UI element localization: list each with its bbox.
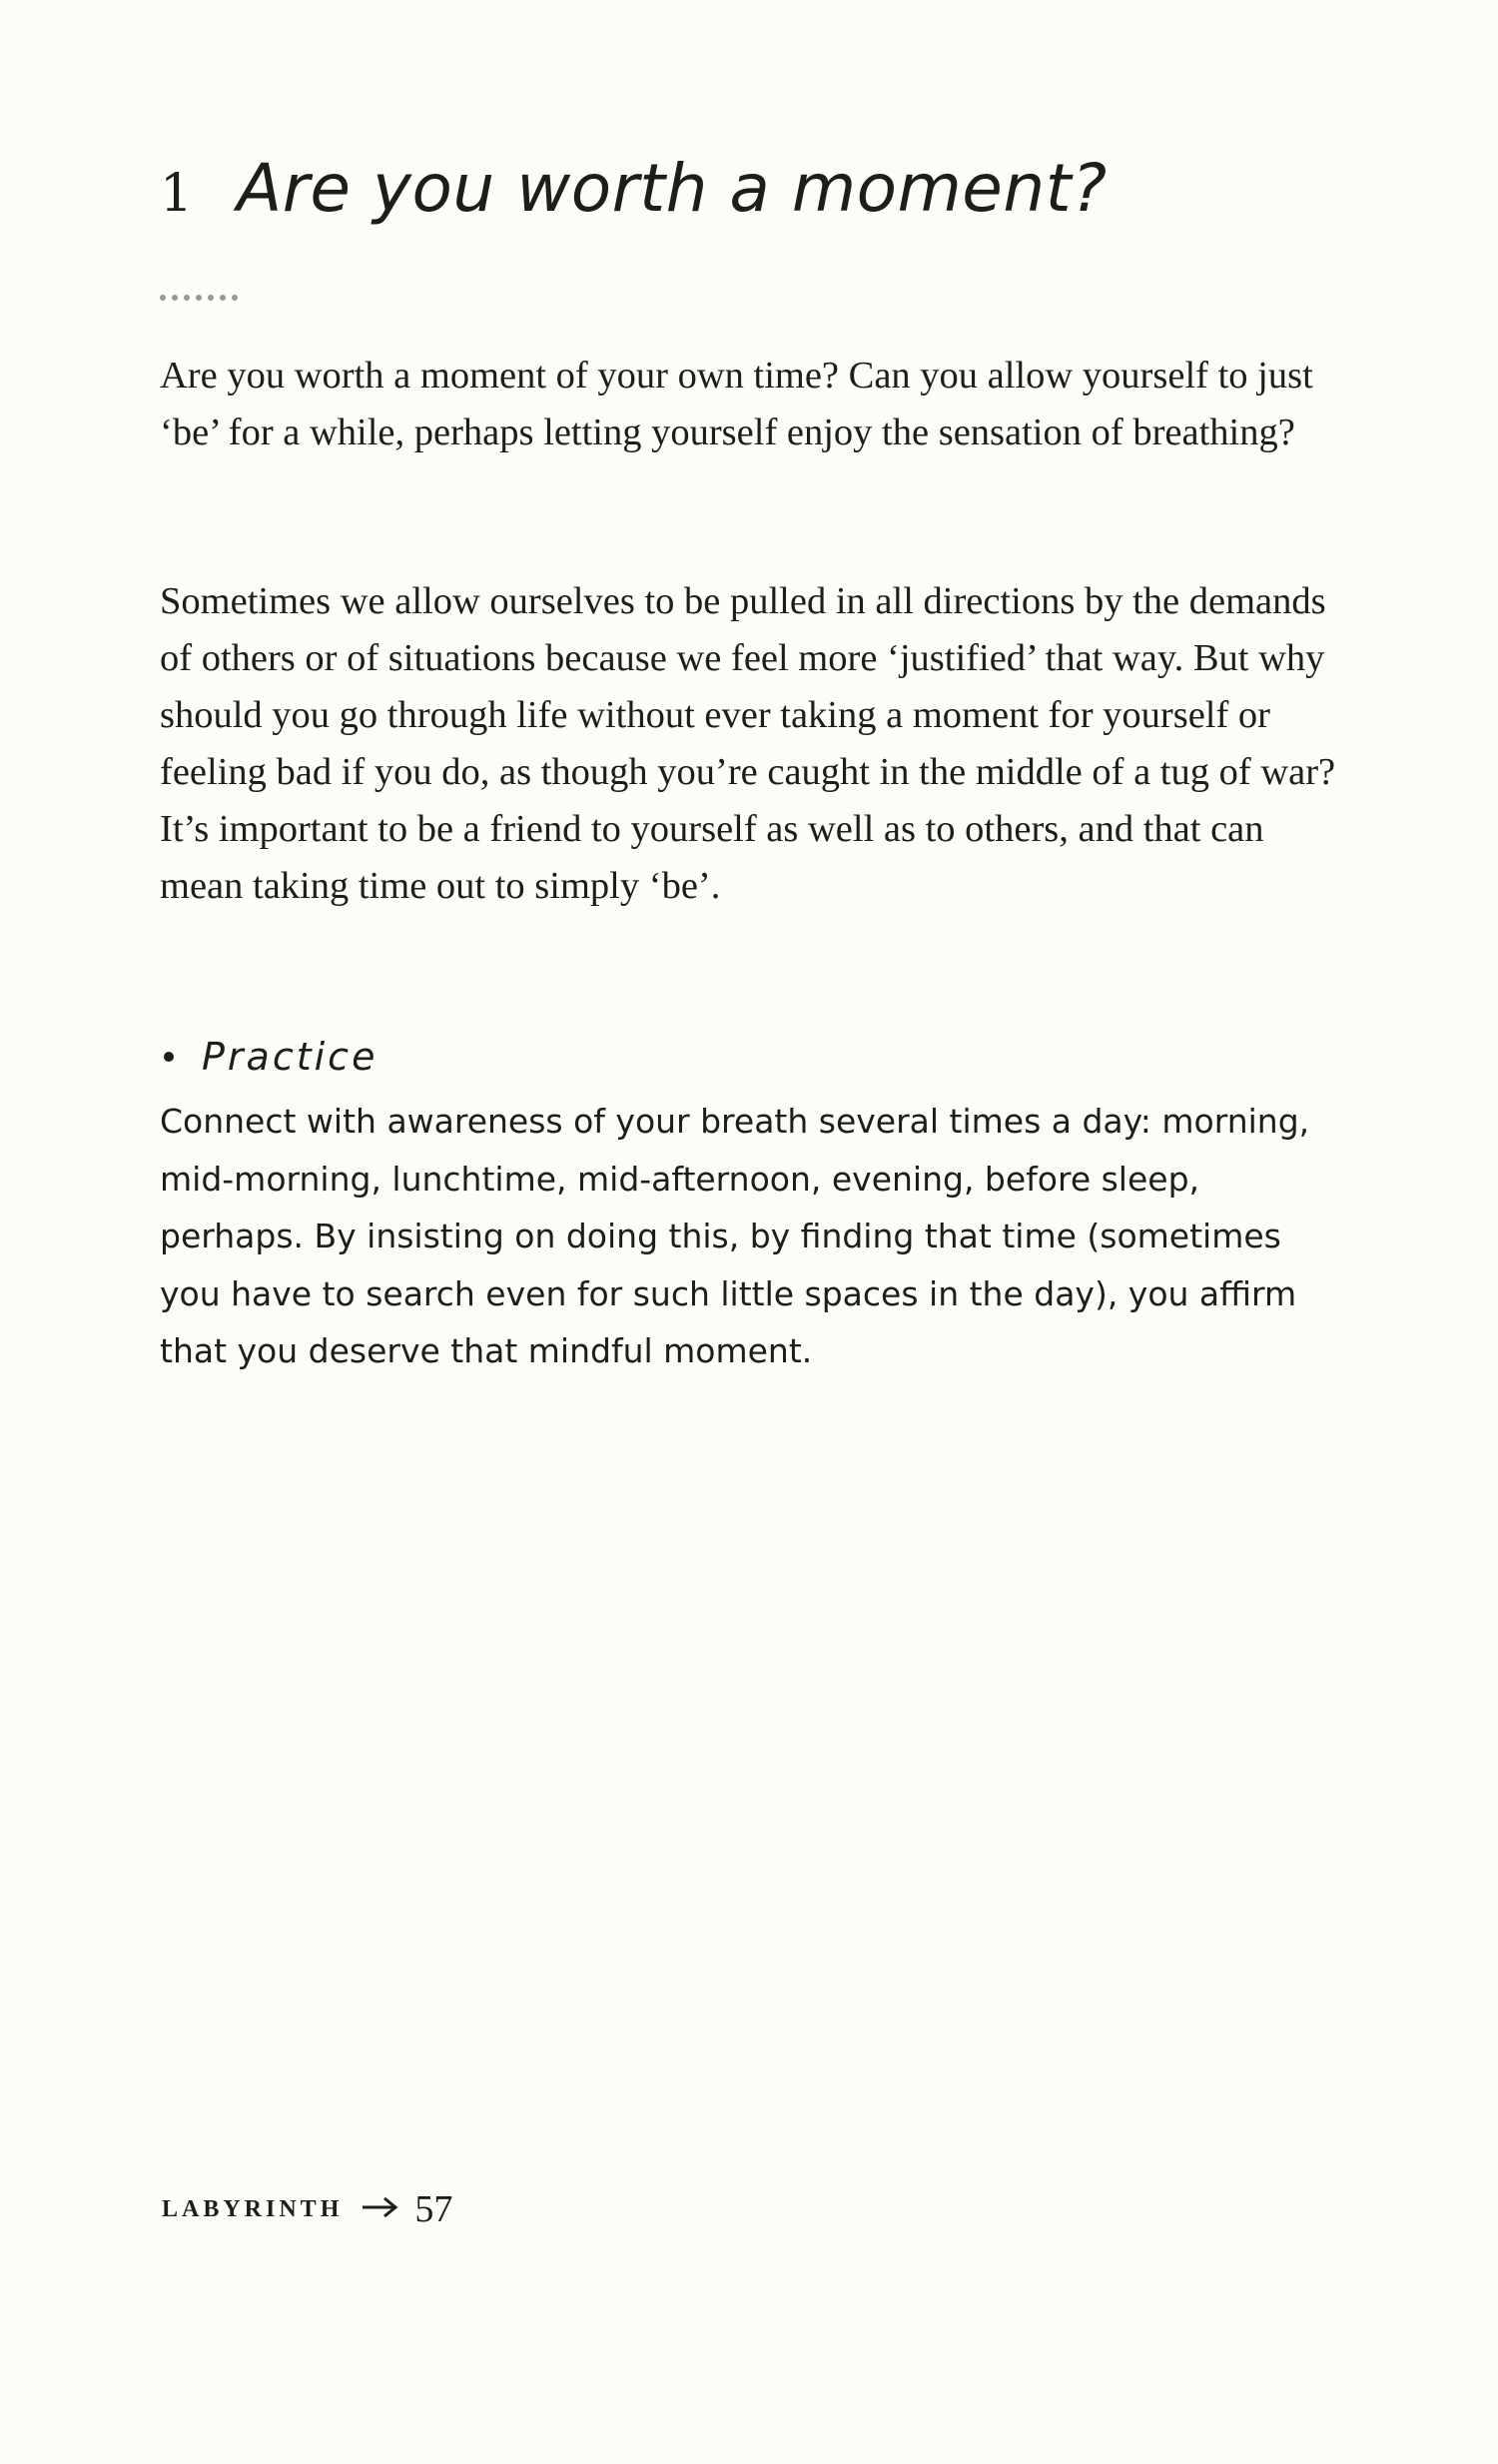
bullet-icon bbox=[164, 1052, 174, 1062]
dotted-divider bbox=[160, 295, 238, 301]
practice-label: Practice bbox=[202, 1035, 378, 1079]
practice-heading bbox=[160, 1035, 377, 1079]
arrow-right-icon bbox=[361, 2195, 400, 2224]
section-label: LABYRINTH bbox=[162, 2195, 344, 2222]
practice-text: Connect with awareness of your breath several times a day: morning, mid-morning, lunchtime, mid-afternoon, evening, before sleep, perhaps. By insisting on doing this, by finding that time (sometimes you have to search even for such little spaces in the day), you affirm that you deserve that mindful moment. bbox=[160, 1102, 1310, 1370]
page-number: 57 bbox=[414, 2188, 453, 2230]
chapter-title: Are you worth a moment? bbox=[237, 150, 1108, 227]
chapter-number: 1 bbox=[160, 164, 194, 224]
chapter-heading bbox=[160, 150, 1108, 227]
body-paragraph-2: Sometimes we allow ourselves to be pulled in all directions by the demands of others or of situations because we feel more ‘justified’ that way. But why should you go through life without ever taking a moment for yourself or feeling bad if you do, as though you’re caught in the middle of a tug of war? It’s important to be a friend to yourself as well as to others, and that can mean taking time out to simply ‘be’. bbox=[160, 580, 1336, 907]
page-footer bbox=[162, 2187, 452, 2231]
body-paragraph-1: Are you worth a moment of your own time? Can you allow yourself to just ‘be’ for a while, perhaps letting yourself enjoy the sensation of breathing? bbox=[160, 355, 1313, 453]
